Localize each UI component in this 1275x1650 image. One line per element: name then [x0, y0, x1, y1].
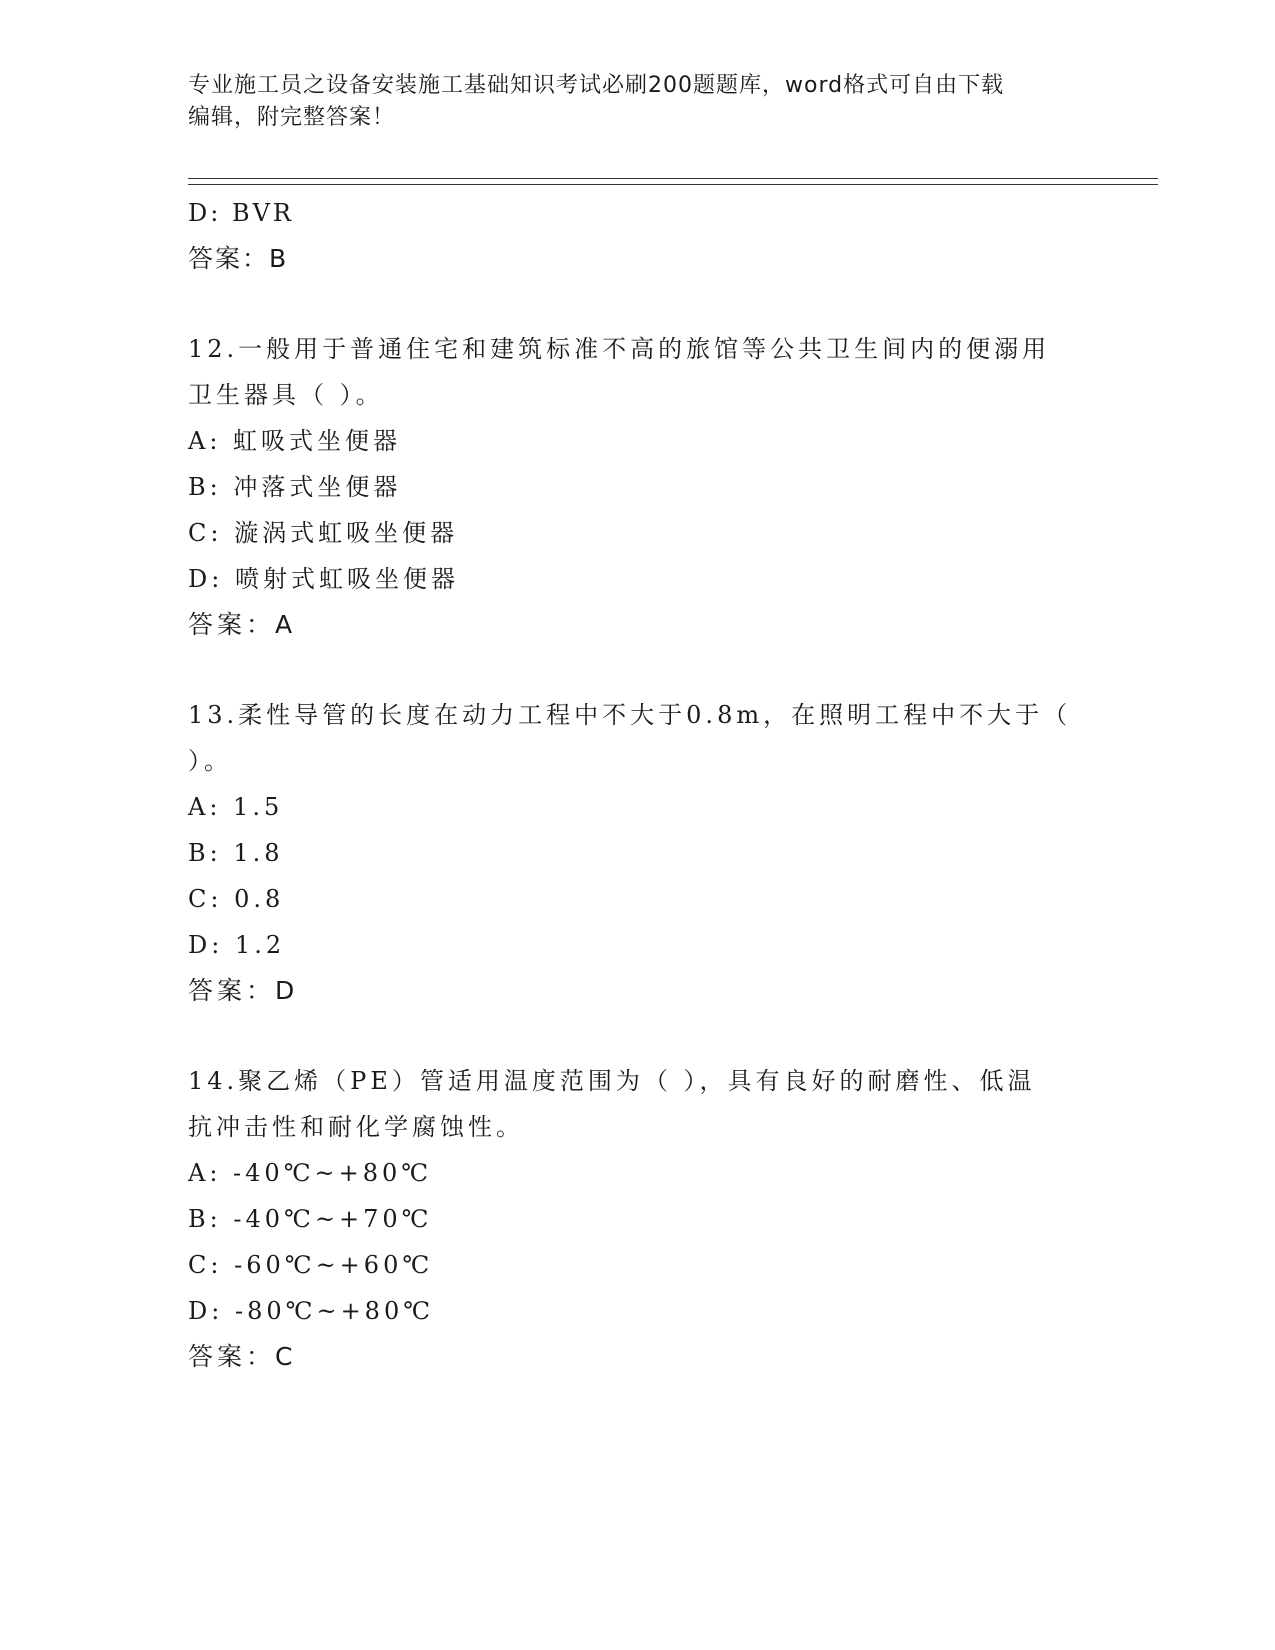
option-b: B: 冲落式坐便器	[188, 473, 402, 501]
question-14	[188, 1058, 1148, 1380]
question-text-line-1: 12.一般用于普通住宅和建筑标准不高的旅馆等公共卫生间内的便溺用	[188, 335, 1051, 363]
question-text-line-2: ）。	[188, 747, 232, 775]
option-a: A: 1.5	[188, 793, 284, 821]
question-text-line-2: 抗冲击性和耐化学腐蚀性。	[188, 1113, 524, 1141]
option-d: D: BVR	[188, 199, 294, 227]
question-text-line-2: 卫生器具（ ）。	[188, 381, 384, 409]
question-12	[188, 326, 1148, 648]
option-c: C: 漩涡式虹吸坐便器	[188, 519, 459, 547]
option-d: D: 喷射式虹吸坐便器	[188, 565, 459, 593]
question-13	[188, 692, 1148, 1014]
answer: 答案：B	[188, 244, 289, 273]
document-body	[188, 190, 1148, 1380]
previous-question-tail	[188, 190, 1148, 282]
answer: 答案：C	[188, 1342, 297, 1371]
option-c: C: -60℃~+60℃	[188, 1251, 434, 1279]
header-line-2: 编辑，附完整答案！	[188, 105, 396, 130]
option-b: B: 1.8	[188, 839, 284, 867]
option-a: A: 虹吸式坐便器	[188, 427, 402, 455]
question-text-line-1: 13.柔性导管的长度在动力工程中不大于0.8m，在照明工程中不大于（	[188, 701, 1072, 729]
option-c: C: 0.8	[188, 885, 285, 913]
document-header	[188, 70, 1088, 134]
option-d: D: 1.2	[188, 931, 286, 959]
option-a: A: -40℃~+80℃	[188, 1159, 433, 1187]
question-text-line-1: 14.聚乙烯（PE）管适用温度范围为（ ），具有良好的耐磨性、低温	[188, 1067, 1036, 1095]
answer: 答案：D	[188, 976, 299, 1005]
header-divider-top	[188, 178, 1158, 179]
option-d: D: -80℃~+80℃	[188, 1297, 435, 1325]
option-b: B: -40℃~+70℃	[188, 1205, 433, 1233]
answer: 答案：A	[188, 610, 297, 639]
header-divider-bottom	[188, 184, 1158, 185]
header-line-1: 专业施工员之设备安装施工基础知识考试必刷200题题库，word格式可自由下载	[188, 73, 1005, 98]
